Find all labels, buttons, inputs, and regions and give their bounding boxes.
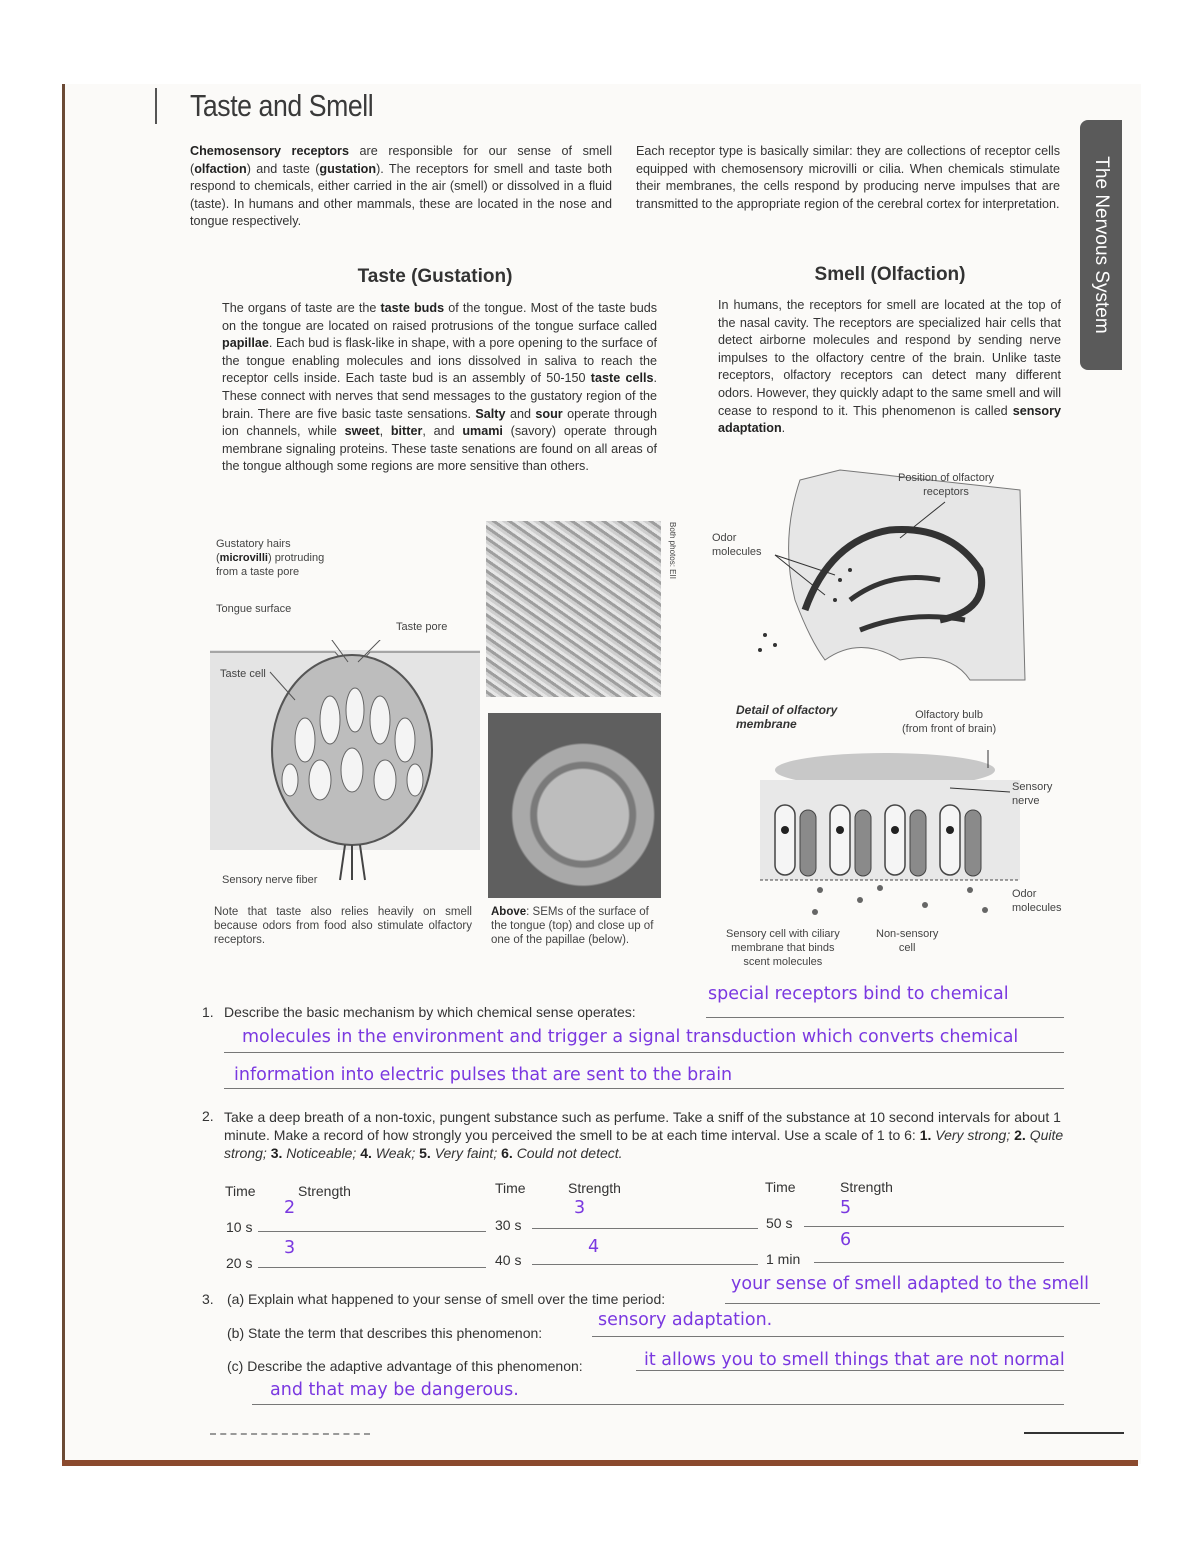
q2-col3-time-header: Time [765, 1179, 796, 1195]
q2-number: 2. [202, 1108, 214, 1124]
taste-heading: Taste (Gustation) [357, 266, 513, 287]
label-sensory-cell: Sensory cell with ciliary membrane that binds scent molecules [726, 928, 840, 968]
q1-answer-2[interactable]: molecules in the environment and trigger a signal transduction which converts chemical [242, 1027, 1019, 1047]
label-odor-molecules: Odor molecules [712, 532, 762, 558]
q2-time-50s: 50 s [766, 1215, 793, 1231]
q2-time-10s: 10 s [226, 1219, 253, 1235]
footer-rule-left [210, 1433, 370, 1436]
q3c-line-1 [636, 1370, 1064, 1371]
q2-col1-strength-header: Strength [298, 1183, 351, 1199]
q1-line-3 [224, 1088, 1064, 1089]
taste-body: The organs of taste are the taste buds of the tongue. Most of the taste buds on the tongue are located on raised protrusions of the tongue surface called papillae. Each bud is flask-like in shape, with a pore opening to the surface of the tongue enabling molecules and ions dissolved in saliva to reach the receptor cells inside. Each taste bud is an assembly of 50-150 taste cells. These connect with nerves that send messages to the gustatory region of the brain. There are five basic taste sensations. Salty and sour operate through ion channels, while sweet, bitter, and umami (savory) operate through membrane signaling proteins. These taste senations are found on all areas of the tongue although some regions are more sensitive than others. [222, 301, 658, 474]
label-sensory-nerve: Sensory nerve [1012, 781, 1053, 807]
intro-left: Chemosensory receptors are responsible for our sense of smell (olfaction) and taste (gustation). The receptors for smell and taste both respond to chemicals, either carried in the air (smell) or dissolved in a fluid (taste). In humans and other mammals, these are located in the nose and tongue respectively. [190, 144, 612, 229]
q2-col1-time-header: Time [225, 1183, 256, 1199]
q2-time-40s: 40 s [495, 1252, 522, 1268]
side-tab-label: The Nervous System [1091, 156, 1112, 334]
q1-number: 1. [202, 1004, 214, 1020]
olfactory-membrane-diagram [760, 740, 1020, 920]
q2-line-40s [532, 1264, 758, 1265]
q2-line-20s [258, 1267, 486, 1268]
smell-body: In humans, the receptors for smell are located at the top of the nasal cavity. The receptors are specialized hair cells that detect airborne molecules and respond by sending nerve impulses to the olfactory centre of the brain. Unlike taste receptors, olfactory receptors can detect many different odors. However, they quickly adapt to the same smell and will cease to respond to it. This phenomenon is called sensory adaptation. [718, 298, 1061, 436]
q3c-line-2 [252, 1404, 1064, 1405]
intro-right: Each receptor type is basically similar: they are collections of receptor cells equipped with chemosensory microvilli or cilia. When chemicals stimulate their membranes, the cells respond by producing nerve impulses that are transmitted to the appropriate region of the cerebral cortex for interpretation. [636, 144, 1060, 211]
q2-line-10s [258, 1231, 486, 1232]
q2-col2-strength-header: Strength [568, 1180, 621, 1196]
label-detail-membrane: Detail of olfactory membrane [736, 703, 838, 731]
footer-rule-right [1024, 1432, 1124, 1434]
q3c-answer-2[interactable]: and that may be dangerous. [270, 1380, 519, 1400]
q2-line-50s [804, 1226, 1064, 1227]
q3-number: 3. [202, 1291, 214, 1307]
q1-line-2 [224, 1052, 1064, 1053]
label-sensory-nerve-fiber: Sensory nerve fiber [222, 874, 318, 886]
label-olfactory-position: Position of olfactory receptors [898, 472, 994, 498]
q2-time-1min: 1 min [766, 1251, 801, 1267]
label-taste-pore: Taste pore [396, 621, 448, 633]
q1-line-1 [706, 1017, 1064, 1018]
q1-answer-3[interactable]: information into electric pulses that are sent to the brain [234, 1065, 733, 1085]
sem-caption: Above: SEMs of the surface of the tongue (top) and close up of one of the papillae (below). [491, 906, 654, 946]
q3b-answer[interactable]: sensory adaptation. [598, 1310, 773, 1330]
label-olfactory-bulb: Olfactory bulb (from front of brain) [902, 709, 997, 735]
q2-strength-40s[interactable]: 4 [588, 1237, 600, 1257]
q2-strength-30s[interactable]: 3 [574, 1198, 586, 1218]
label-non-sensory-cell: Non-sensory cell [876, 928, 939, 954]
page-bottom-edge [62, 1460, 1138, 1466]
q2-col2-time-header: Time [495, 1180, 526, 1196]
q2-strength-1min[interactable]: 6 [840, 1230, 852, 1250]
label-taste-cell: Taste cell [220, 668, 266, 680]
q2-time-20s: 20 s [226, 1255, 253, 1271]
q1-prompt: Describe the basic mechanism by which chemical sense operates: [224, 1004, 636, 1020]
q2-col3-strength-header: Strength [840, 1179, 893, 1195]
smell-heading: Smell (Olfaction) [814, 264, 966, 285]
side-tab [1080, 120, 1122, 370]
q2-line-1min [814, 1262, 1064, 1263]
q2-strength-50s[interactable]: 5 [840, 1198, 852, 1218]
q2-line-30s [532, 1228, 758, 1229]
photo-credit: Both photos: EII [668, 522, 677, 579]
q2-time-30s: 30 s [495, 1217, 522, 1233]
q3a-prompt: (a) Explain what happened to your sense of smell over the time period: [227, 1291, 666, 1307]
q2-strength-10s[interactable]: 2 [284, 1198, 296, 1218]
page-title: Taste and Smell [190, 88, 374, 123]
q3c-answer-1[interactable]: it allows you to smell things that are not normal [644, 1350, 1065, 1370]
q2-strength-20s[interactable]: 3 [284, 1238, 296, 1258]
label-tongue-surface: Tongue surface [216, 603, 292, 615]
q3a-answer[interactable]: your sense of smell adapted to the smell [731, 1274, 1090, 1294]
sem-papilla-photo [488, 713, 661, 898]
q3a-line [725, 1303, 1100, 1304]
label-odor-molecules-2: Odor molecules [1012, 888, 1062, 914]
q3b-line [592, 1336, 1064, 1337]
q3c-prompt: (c) Describe the adaptive advantage of this phenomenon: [227, 1358, 583, 1374]
q1-answer-1[interactable]: special receptors bind to chemical [708, 984, 1009, 1004]
q3b-prompt: (b) State the term that describes this phenomenon: [227, 1325, 543, 1341]
taste-note: Note that taste also relies heavily on smell because odors from food also stimulate olfactory receptors. [214, 906, 472, 946]
sem-tongue-surface-photo [486, 521, 661, 697]
q2-prompt: Take a deep breath of a non-toxic, pungent substance such as perfume. Take a sniff of the substance at 10 second intervals for about 1 minute. Make a record of how strongly you perceived the smell to be at each time interval. Use a scale of 1 to 6: 1. Very strong; 2. Quite strong; 3. Noticeable; 4. Weak; 5. Very faint; 6. Could not detect. [224, 1109, 1064, 1161]
label-gustatory-hairs: Gustatory hairs (microvilli) protruding from a taste pore [216, 538, 325, 578]
title-rule [155, 88, 157, 124]
